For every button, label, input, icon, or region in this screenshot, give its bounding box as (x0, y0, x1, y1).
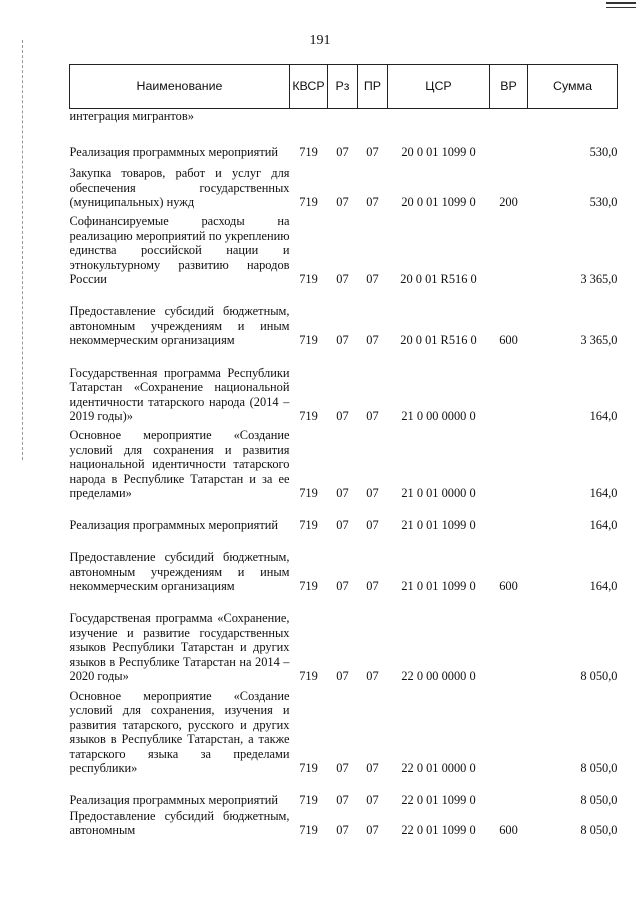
row-kvsr: 719 (299, 409, 318, 424)
table-row (70, 348, 618, 424)
row-sum: 8 050,0 (580, 669, 618, 684)
row-rz: 07 (336, 823, 349, 838)
budget-table (69, 64, 618, 838)
row-csr: 21 0 00 0000 0 (401, 409, 476, 424)
row-sum: 3 365,0 (580, 333, 618, 348)
row-kvsr: 719 (299, 145, 318, 160)
row-pr: 07 (366, 486, 379, 501)
row-rz: 07 (336, 145, 349, 160)
row-sum: 164,0 (589, 579, 618, 594)
row-vr (490, 501, 528, 533)
row-rz: 07 (336, 409, 349, 424)
row-kvsr: 719 (299, 195, 318, 210)
row-sum (528, 109, 618, 124)
row-csr (388, 109, 490, 124)
row-name: Реализация программных мероприятий (69, 145, 279, 160)
header-csr: ЦСР (388, 65, 490, 109)
row-rz: 07 (336, 195, 349, 210)
header-vr: ВР (490, 65, 528, 109)
table-row (70, 210, 618, 287)
row-kvsr: 719 (299, 579, 318, 594)
row-sum: 164,0 (589, 409, 618, 424)
row-rz: 07 (336, 486, 349, 501)
row-pr: 07 (366, 272, 379, 287)
row-csr: 21 0 01 0000 0 (401, 486, 476, 501)
row-name: Закупка товаров, работ и услуг для обеспечения государственных (муниципальных) нужд (69, 166, 290, 210)
row-vr: 600 (499, 579, 518, 594)
row-csr: 22 0 01 1099 0 (401, 823, 476, 838)
row-vr (490, 684, 528, 776)
row-pr: 07 (366, 669, 379, 684)
row-kvsr: 719 (299, 761, 318, 776)
row-rz: 07 (336, 761, 349, 776)
table-row (70, 808, 618, 838)
table-row (70, 776, 618, 808)
row-sum: 8 050,0 (580, 823, 618, 838)
row-csr: 20 0 01 1099 0 (401, 145, 476, 160)
row-name: Государственая программа «Сохранение, изучение и развитие государственных языков Республики Татарстан и других языков в Республике Татарстан на 2014 – 2020 годы» (69, 611, 290, 684)
row-name: Реализация программных мероприятий (69, 793, 279, 808)
row-pr: 07 (366, 761, 379, 776)
row-vr: 600 (499, 823, 518, 838)
header-name: Наименование (70, 65, 290, 109)
row-kvsr: 719 (299, 486, 318, 501)
row-rz: 07 (336, 793, 349, 808)
row-name: Основное мероприятие «Создание условий для сохранения, изучения и развития татарского, русского и других языков в Республике Татарстан, а также татарского языка за пределами республики» (69, 689, 290, 776)
row-sum: 530,0 (589, 195, 618, 210)
row-sum: 3 365,0 (580, 272, 618, 287)
row-pr: 07 (366, 409, 379, 424)
row-vr (490, 210, 528, 287)
row-sum: 164,0 (589, 518, 618, 533)
row-pr: 07 (366, 195, 379, 210)
header-rz: Рз (328, 65, 358, 109)
table-header (70, 65, 618, 109)
table-row (70, 533, 618, 594)
table-row (70, 501, 618, 533)
row-name: Реализация программных мероприятий (69, 518, 279, 533)
row-vr (490, 776, 528, 808)
row-name: Предоставление субсидий бюджетным, автономным (69, 808, 290, 838)
table-row (70, 424, 618, 501)
row-rz: 07 (336, 518, 349, 533)
row-vr (490, 348, 528, 424)
scan-margin-line (22, 40, 23, 460)
page-number: 191 (309, 33, 331, 48)
row-csr: 20 0 01 R516 0 (400, 333, 477, 348)
row-sum: 164,0 (589, 486, 618, 501)
row-csr: 22 0 01 1099 0 (401, 793, 476, 808)
row-kvsr: 719 (299, 793, 318, 808)
row-pr (358, 109, 388, 124)
row-kvsr: 719 (299, 669, 318, 684)
row-kvsr (290, 109, 328, 124)
row-sum: 8 050,0 (580, 761, 618, 776)
row-pr: 07 (366, 333, 379, 348)
row-name: Основное мероприятие «Создание условий для сохранения и развития национальной идентичности татарского народа в Республике Татарстан и за ее пределами» (69, 428, 290, 501)
row-kvsr: 719 (299, 823, 318, 838)
row-rz (328, 109, 358, 124)
row-vr: 600 (499, 333, 518, 348)
row-pr: 07 (366, 793, 379, 808)
row-pr: 07 (366, 579, 379, 594)
header-kvsr: КВСР (290, 65, 328, 109)
row-pr: 07 (366, 518, 379, 533)
header-pr: ПР (358, 65, 388, 109)
row-vr (490, 424, 528, 501)
header-sum: Сумма (528, 65, 618, 109)
row-vr (490, 124, 528, 160)
table-row (70, 124, 618, 160)
row-rz: 07 (336, 272, 349, 287)
row-kvsr: 719 (299, 333, 318, 348)
row-name: Предоставление субсидий бюджетным, автономным учреждениям и иным некоммерческим организациям (69, 304, 290, 348)
row-csr: 22 0 00 0000 0 (401, 669, 476, 684)
row-vr (490, 109, 528, 124)
row-rz: 07 (336, 333, 349, 348)
row-sum: 530,0 (589, 145, 618, 160)
row-kvsr: 719 (299, 518, 318, 533)
row-csr: 21 0 01 1099 0 (401, 579, 476, 594)
row-rz: 07 (336, 579, 349, 594)
scan-corner-mark (606, 2, 636, 8)
row-vr: 200 (499, 195, 518, 210)
row-name: Государственная программа Республики Татарстан «Сохранение национальной идентичности татарского народа (2014 – 2019 годы)» (69, 365, 290, 424)
table-body (70, 109, 618, 838)
row-vr (490, 594, 528, 684)
table-row (70, 287, 618, 348)
row-pr: 07 (366, 145, 379, 160)
table-row (70, 684, 618, 776)
row-name: интеграция мигрантов» (69, 109, 194, 123)
row-csr: 21 0 01 1099 0 (401, 518, 476, 533)
table-row (70, 594, 618, 684)
table-row (70, 109, 618, 124)
row-rz: 07 (336, 669, 349, 684)
row-csr: 20 0 01 R516 0 (400, 272, 477, 287)
row-pr: 07 (366, 823, 379, 838)
table-row (70, 160, 618, 210)
row-name: Предоставление субсидий бюджетным, автономным учреждениям и иным некоммерческим организациям (69, 550, 290, 594)
row-sum: 8 050,0 (580, 793, 618, 808)
row-csr: 22 0 01 0000 0 (401, 761, 476, 776)
row-name: Софинансируемые расходы на реализацию мероприятий по укреплению единства российской нации и этнокультурному развитию народов России (69, 214, 290, 287)
row-csr: 20 0 01 1099 0 (401, 195, 476, 210)
row-kvsr: 719 (299, 272, 318, 287)
